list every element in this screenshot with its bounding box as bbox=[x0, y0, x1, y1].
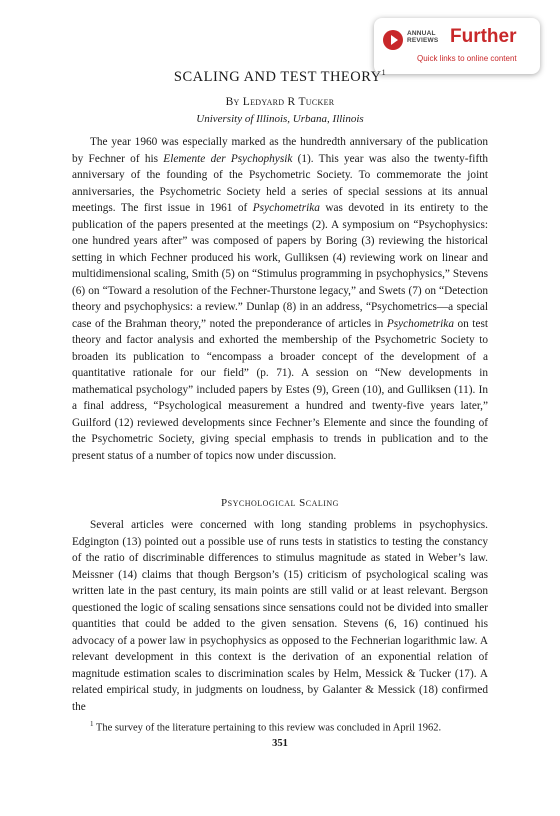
intro-italic-2: Psychometrika bbox=[252, 202, 320, 214]
play-circle-icon bbox=[383, 30, 403, 50]
author-line: By Ledyard R Tucker bbox=[225, 96, 335, 108]
footnote bbox=[72, 720, 488, 734]
intro-text-4: on test theory and factor analysis and exhorted the membership of the Psychometric Society to broaden its publication to “encompass a broader concept of the development of a quantitative rationale for our field” (p. 71). A session on “New developments in mathematical psychology” included papers by Estes (9), Green (10), and Gulliksen (11). In a final address, “Psychological measurement a hundred and twenty-five years later,” Guilford (12) reviewed developments since Fechner’s Elemente and since the founding of the Psychometric Society, giving special emphasis to trends in publication and to the present status of a number of topics now under discussion. bbox=[72, 317, 488, 462]
intro-text-2: (1). This year was also the twenty-fifth anniversary of the founding of the Psychometric Society. To commemorate the joint anniversaries, the Psychometric Society held a series of special sessions at its annual meetings. The first issue in 1961 of bbox=[72, 152, 488, 214]
title-footnote-mark: 1 bbox=[381, 68, 387, 77]
banner-reviews-label: REVIEWS bbox=[407, 37, 439, 44]
banner-further-label: Further bbox=[450, 26, 517, 47]
page-number: 351 bbox=[272, 738, 288, 749]
banner-annual-label: ANNUAL bbox=[407, 30, 436, 37]
intro-italic-3: Psychometrika bbox=[386, 317, 454, 330]
scaling-paragraph: Several articles were concerned with long standing problems in psychophysics. Edgington (13) pointed out a possible use of runs tests in statistics to testing the constancy of the ratio of discriminable differences to stimulus magnitude as stated in Weber’s law. Meissner (14) claims that though Bergson’s (15) criticism of psychological scaling was written late in the past century, its main points are still valid or at least relevant. Bergson questioned the logic of scaling sensations since sensations could not be divided into smaller quantities that could be added to the given sensation. Stevens (6, 16) continued his advocacy of a power law in psychophysics as opposed to the Fechnerian logarithmic law. A relevant development in this context is the derivation of an exponential relation of magnitude estimation scales to discrimination scales by Helm, Messick & Tucker (17). A related empirical study, in judgments on loudness, by Galanter & Messick (18) confirmed the bbox=[72, 519, 488, 713]
footnote-text: The survey of the literature pertaining to this review was concluded in April 1962. bbox=[93, 722, 442, 734]
article-title-text: SCALING AND TEST THEORY bbox=[173, 68, 382, 85]
further-banner[interactable] bbox=[374, 18, 540, 74]
section-heading: Psychological Scaling bbox=[221, 497, 339, 509]
article-title bbox=[0, 68, 560, 86]
intro-italic-1: Elemente der Psychophysik bbox=[163, 152, 293, 165]
banner-subtitle: Quick links to online content bbox=[417, 54, 517, 63]
author-affiliation: University of Illinois, Urbana, Illinois bbox=[196, 113, 364, 125]
intro-text-1: The year 1960 was especially marked as the hundredth anniversary of the publication by Fechner of his bbox=[72, 136, 488, 165]
intro-text-3: was devoted in its entirety to the publication of the papers presented at the meetings (2). A symposium on “Psychophysics: one hundred years after” was composed of papers by Boring (3) reviewing the historical setting in which Fechner produced his work, Gulliksen (4) reviewing work on linear and multidimensional scaling, Smith (5) on “Stimulus programming in psychophysics,” Stevens (6) on “Toward a resolution of the Fechner-Thurstone legacy,” and Swets (7) on “Detection theory and psychophysics: a review.” Dunlap (8) in an address, “Psychometrics—a special case of the Brahman theory,” noted the preponderance of articles in bbox=[72, 202, 488, 330]
intro-paragraph bbox=[72, 134, 488, 464]
footnote-mark: 1 bbox=[90, 720, 94, 728]
